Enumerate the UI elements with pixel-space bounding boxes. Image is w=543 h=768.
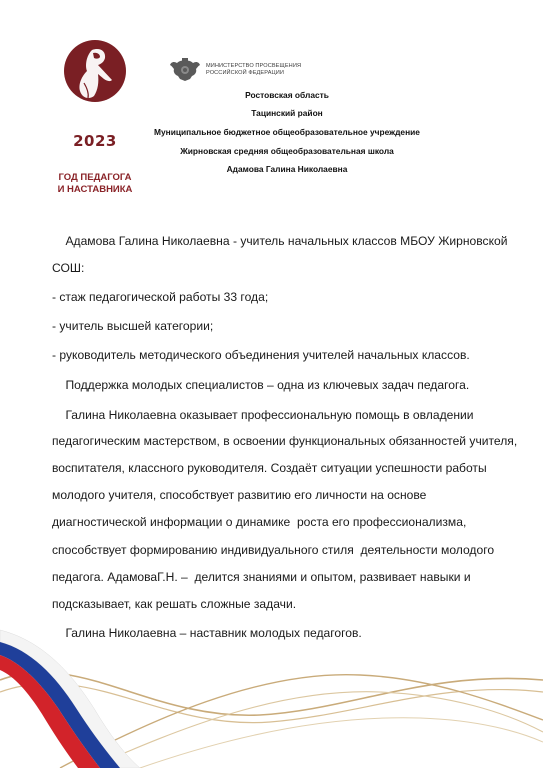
body-line: воспитателя, классного руководителя. Создаёт ситуации успешности работы (52, 461, 487, 475)
region-text: Ростовская область (245, 90, 329, 100)
body-line: способствует формированию индивидуального стиля деятельности молодого (52, 543, 495, 557)
body-line: диагностической информации о динамике роста его профессионализма, (52, 515, 467, 529)
school-name-text: Жирновская средняя общеобразовательная школа (180, 146, 394, 156)
logo-text-line-2: И НАСТАВНИКА (57, 184, 133, 195)
district-text: Тацинский район (251, 108, 323, 118)
body-line: - стаж педагогической работы 33 года; (52, 290, 269, 304)
body-line: - руководитель методического объединения учителей начальных классов. (52, 348, 470, 362)
body-line: Галина Николаевна – наставник молодых педагогов. (52, 626, 362, 640)
institution-type-text: Муниципальное бюджетное общеобразовательное учреждение (154, 127, 420, 137)
tricolor-ribbon-decoration (0, 600, 543, 768)
person-name-text: Адамова Галина Николаевна (226, 164, 348, 174)
logo-text-line-1: ГОД ПЕДАГОГА (58, 172, 132, 183)
body-line: Галина Николаевна оказывает профессиональную помощь в овладении (52, 408, 474, 422)
body-line: Поддержка молодых специалистов – одна из ключевых задач педагога. (52, 378, 470, 392)
body-line: подсказывает, как решать сложные задачи. (52, 597, 297, 611)
body-line: педагога. АдамоваГ.Н. – делится знаниями и опытом, развивает навыки и (52, 570, 471, 584)
ministry-name-line-2: РОССИЙСКОЙ ФЕДЕРАЦИИ (206, 70, 285, 76)
logo-year: 2023 (73, 132, 117, 150)
body-line: молодого учителя, способствует развитию его личности на основе (52, 488, 427, 502)
body-line: СОШ: (52, 261, 85, 275)
ministry-name-line-1: МИНИСТЕРСТВО ПРОСВЕЩЕНИЯ (206, 63, 302, 69)
body-line: - учитель высшей категории; (52, 319, 214, 333)
body-line: Адамова Галина Николаевна - учитель начальных классов МБОУ Жирновской (52, 234, 508, 248)
body-line: педагогическим мастерством, в освоении функциональных обязанностей учителя, (52, 434, 518, 448)
double-headed-eagle-icon (168, 57, 202, 83)
